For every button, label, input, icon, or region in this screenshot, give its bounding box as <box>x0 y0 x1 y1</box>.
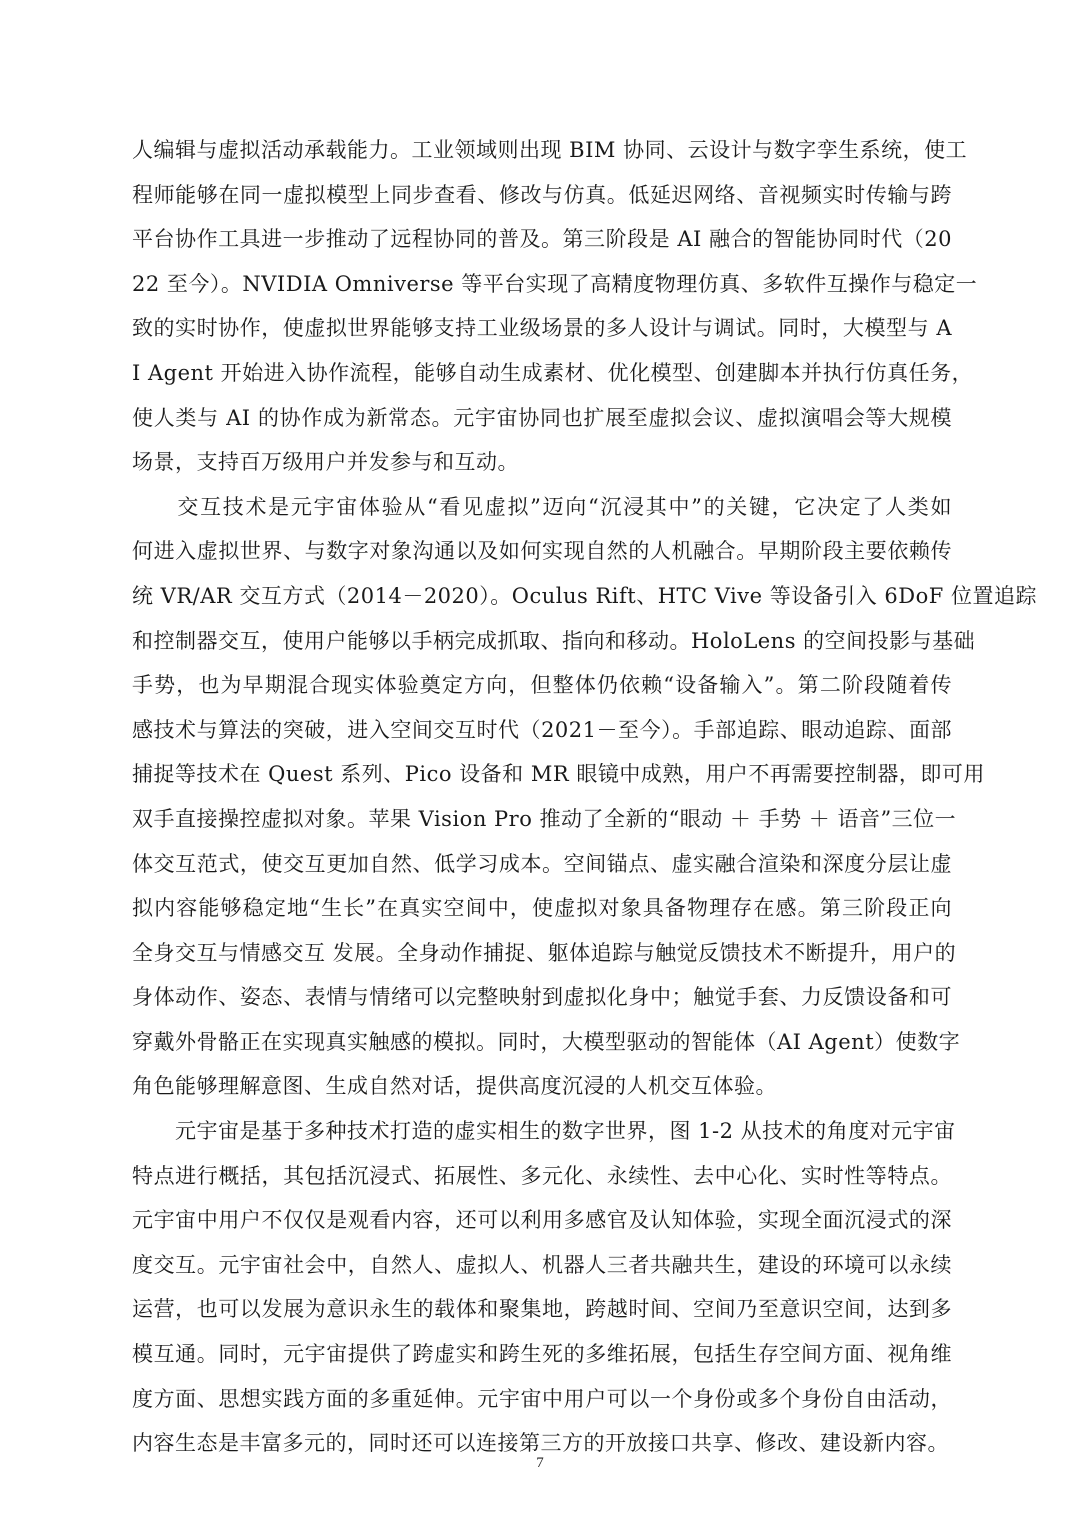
text-line: 拟内容能够稳定地“生长”在真实空间中，使虚拟对象具备物理存在感。第三阶段正向 <box>132 896 952 921</box>
text-line: 手势，也为早期混合现实体验奠定方向，但整体仍依赖“设备输入”。第二阶段随着传 <box>132 673 952 698</box>
text-line: 元宇宙中用户不仅仅是观看内容，还可以利用多感官及认知体验，实现全面沉浸式的深 <box>132 1208 952 1233</box>
body-text <box>132 128 1038 1466</box>
text-line: 使人类与 AI 的协作成为新常态。元宇宙协同也扩展至虚拟会议、虚拟演唱会等大规模 <box>132 405 952 430</box>
text-line: 全身交互与情感交互 发展。全身动作捕捉、躯体追踪与触觉反馈技术不断提升，用户的 <box>132 940 957 965</box>
text-line: 交互技术是元宇宙体验从“看见虚拟”迈向“沉浸其中”的关键，它决定了人类如 <box>132 494 952 519</box>
text-line: 捕捉等技术在 Quest 系列、Pico 设备和 MR 眼镜中成熟，用户不再需要控制器，即可用 <box>132 762 985 787</box>
text-line: 程师能够在同一虚拟模型上同步查看、修改与仿真。低延迟网络、音视频实时传输与跨 <box>132 182 952 207</box>
text-line: 致的实时协作，使虚拟世界能够支持工业级场景的多人设计与调试。同时，大模型与 A <box>132 316 952 341</box>
paragraph <box>132 485 1038 1109</box>
paragraph <box>132 128 978 485</box>
text-line: 人编辑与虚拟活动承载能力。工业领域则出现 BIM 协同、云设计与数字孪生系统，使工 <box>132 138 968 162</box>
text-line: 角色能够理解意图、生成自然对话，提供高度沉浸的人机交互体验。 <box>132 1074 777 1099</box>
text-line: 穿戴外骨骼正在实现真实触感的模拟。同时，大模型驱动的智能体（AI Agent）使数字 <box>132 1029 961 1054</box>
text-line: 双手直接操控虚拟对象。苹果 Vision Pro 推动了全新的“眼动 ＋ 手势 ＋ 语音”三位一 <box>132 806 957 831</box>
text-line: 统 VR/AR 交互方式（2014－2020）。Oculus Rift、HTC Vive 等设备引入 6DoF 位置追踪 <box>132 583 1038 608</box>
text-line: 何进入虚拟世界、与数字对象沟通以及如何实现自然的人机融合。早期阶段主要依赖传 <box>132 539 952 564</box>
text-line: 平台协作工具进一步推动了远程协同的普及。第三阶段是 AI 融合的智能协同时代（20 <box>132 227 952 252</box>
page-number: 7 <box>536 1455 544 1471</box>
text-line: 22 至今）。NVIDIA Omniverse 等平台实现了高精度物理仿真、多软件互操作与稳定一 <box>132 271 978 296</box>
paragraph <box>132 1109 956 1466</box>
text-line: 感技术与算法的突破，进入空间交互时代（2021－至今）。手部追踪、眼动追踪、面部 <box>132 717 952 742</box>
text-line: 场景，支持百万级用户并发参与和互动。 <box>132 450 519 475</box>
text-line: 度交互。元宇宙社会中，自然人、虚拟人、机器人三者共融共生，建设的环境可以永续 <box>132 1252 952 1277</box>
text-line: 内容生态是丰富多元的，同时还可以连接第三方的开放接口共享、修改、建设新内容。 <box>132 1431 949 1456</box>
text-line: 和控制器交互，使用户能够以手柄完成抓取、指向和移动。HoloLens 的空间投影与基础 <box>132 628 976 653</box>
text-line: 体交互范式，使交互更加自然、低学习成本。空间锚点、虚实融合渲染和深度分层让虚 <box>132 851 952 876</box>
text-line: I Agent 开始进入协作流程，能够自动生成素材、优化模型、创建脚本并执行仿真任务， <box>132 360 974 385</box>
text-line: 运营，也可以发展为意识永生的载体和聚集地，跨越时间、空间乃至意识空间，达到多 <box>132 1297 952 1322</box>
text-line: 特点进行概括，其包括沉浸式、拓展性、多元化、永续性、去中心化、实时性等特点。 <box>132 1163 952 1188</box>
text-line: 元宇宙是基于多种技术打造的虚实相生的数字世界，图 1-2 从技术的角度对元宇宙 <box>132 1119 956 1144</box>
text-line: 模互通。同时，元宇宙提供了跨虚实和跨生死的多维拓展，包括生存空间方面、视角维 <box>132 1342 952 1367</box>
text-line: 度方面、思想实践方面的多重延伸。元宇宙中用户可以一个身份或多个身份自由活动， <box>132 1386 952 1411</box>
text-line: 身体动作、姿态、表情与情绪可以完整映射到虚拟化身中；触觉手套、力反馈设备和可 <box>132 985 952 1010</box>
